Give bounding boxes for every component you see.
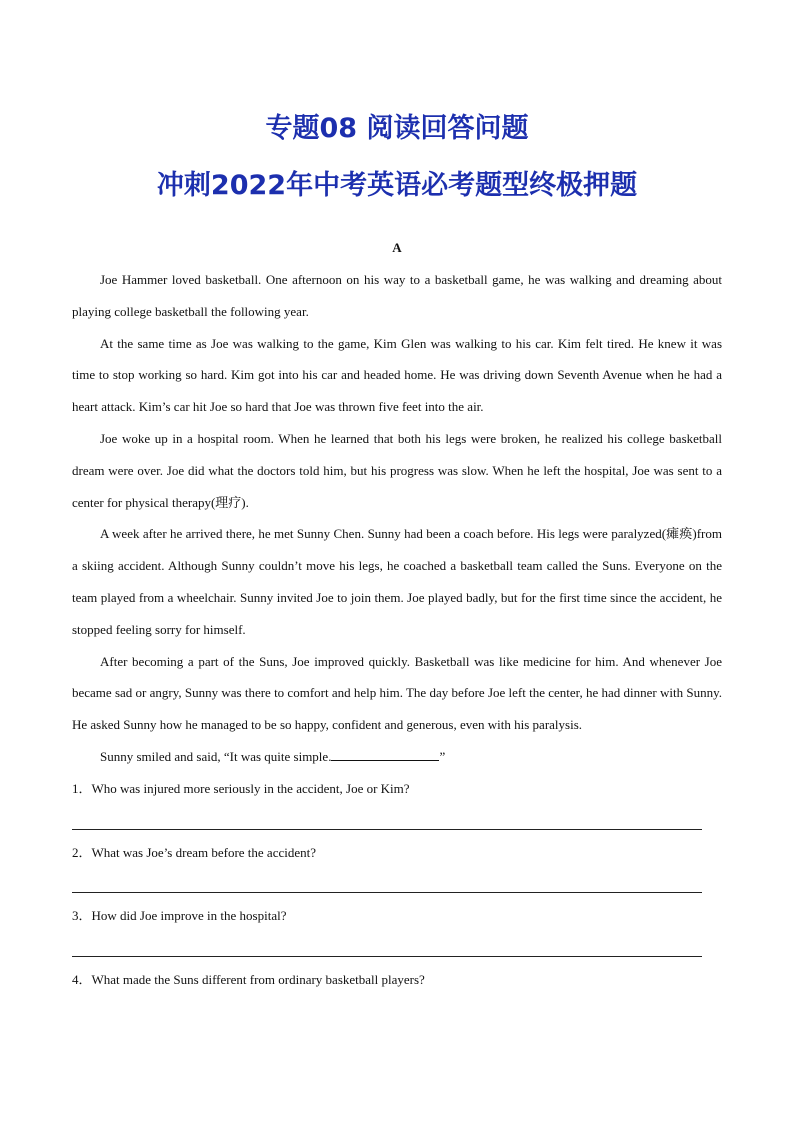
- passage-paragraph: Joe Hammer loved basketball. One afternoon on his way to a basketball game, he was walking and dreaming about playing college basketball the following year.: [72, 272, 722, 319]
- question-2: 2．What was Joe’s dream before the accident?: [72, 844, 317, 860]
- passage-last-paragraph: [72, 741, 722, 773]
- passage-paragraph: At the same time as Joe was walking to the game, Kim Glen was walking to his car. Kim felt tired. He knew it was time to stop working so hard. Kim got into his car and headed home. He was driving down Seventh Avenue when he had a heart attack. Kim’s car hit Joe so hard that Joe was thrown five feet into the air.: [72, 335, 722, 415]
- passage-paragraph: Joe woke up in a hospital room. When he learned that both his legs were broken, he realized his college basketball dream were over. Joe did what the doctors told him, but his progress was slow. When he left the hospital, Joe was sent to a center for physical therapy(理疗).: [72, 430, 722, 510]
- fill-blank[interactable]: [331, 748, 439, 761]
- passage-paragraph: A week after he arrived there, he met Sunny Chen. Sunny had been a coach before. His legs were paralyzed(瘫痪)from a skiing accident. Although Sunny couldn’t move his legs, he coached a basketball team called the Suns. Everyone on the team played from a wheelchair. Sunny invited Joe to join them. Joe played badly, but for the first time since the accident, he stopped feeling sorry for himself.: [72, 526, 722, 637]
- question-3: 3．How did Joe improve in the hospital?: [72, 908, 287, 924]
- passage-paragraph: After becoming a part of the Suns, Joe improved quickly. Basketball was like medicine for him. And whenever Joe became sad or angry, Sunny was there to comfort and help him. The day before Joe left the center, he had dinner with Sunny. He asked Sunny how he managed to be so happy, confident and generous, even with his paralysis.: [72, 653, 722, 733]
- answer-line-2[interactable]: [72, 868, 722, 900]
- section-label: A: [392, 240, 402, 255]
- title-line-2: 冲刺2022年中考英语必考题型终极押题: [156, 170, 638, 201]
- closing-quote: ”: [439, 748, 446, 764]
- answer-line-1[interactable]: [72, 805, 722, 837]
- title-line-1: 专题08 阅读回答问题: [265, 113, 529, 144]
- question-4: 4．What made the Suns different from ordinary basketball players?: [72, 972, 425, 988]
- answer-line-3[interactable]: [72, 932, 722, 964]
- passage-and-questions: [72, 264, 722, 996]
- title-block: [0, 100, 794, 214]
- question-1: 1．Who was injured more seriously in the accident, Joe or Kim?: [72, 780, 410, 796]
- last-paragraph-text: Sunny smiled and said, “It was quite simple.: [100, 748, 332, 764]
